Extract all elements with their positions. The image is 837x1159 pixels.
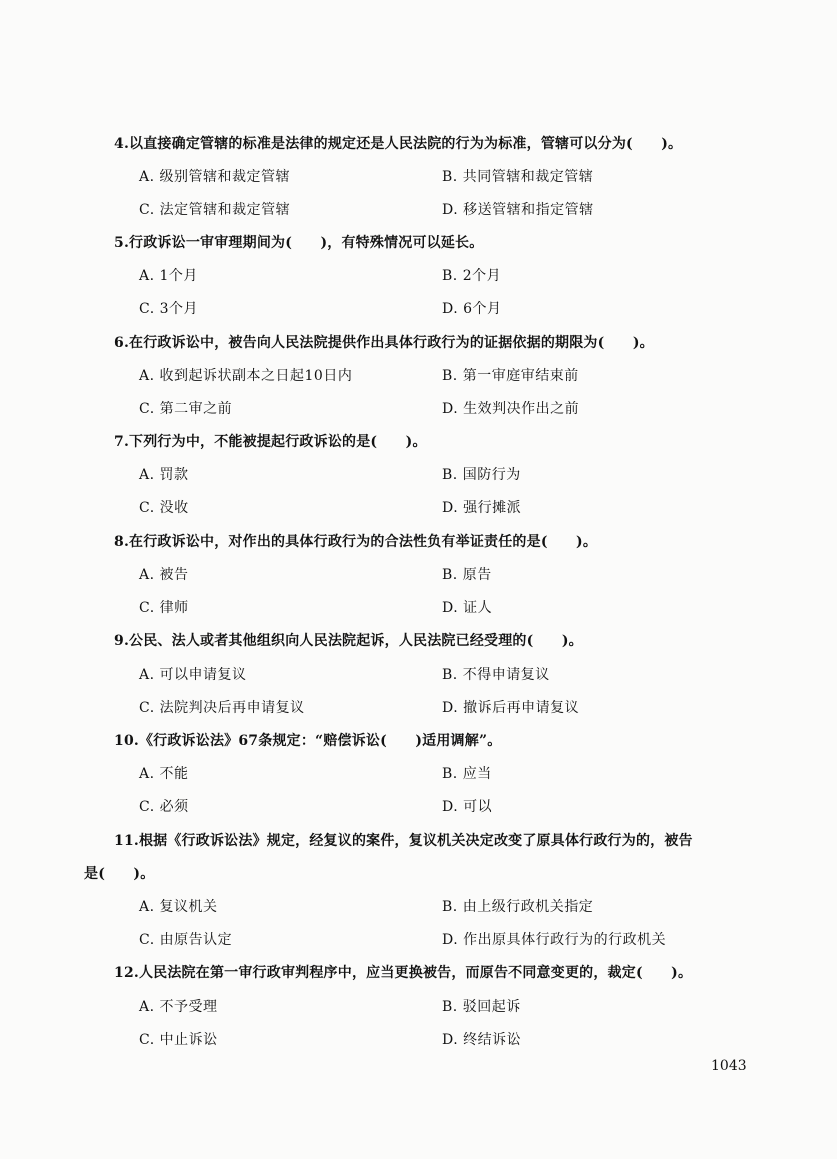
question-5-option-d: D. 6个月: [442, 301, 502, 317]
question-6-option-d: D. 生效判决作出之前: [442, 401, 580, 417]
question-8-option-d: D. 证人: [442, 600, 493, 616]
question-11-option-a: A. 复议机关: [139, 899, 218, 915]
question-8-option-a: A. 被告: [139, 567, 189, 583]
question-11-option-c: C. 由原告认定: [139, 932, 233, 948]
question-8-stem: 8.在行政诉讼中，对作出的具体行政行为的合法性负有举证责任的是( )。: [114, 534, 598, 550]
question-9-option-b: B. 不得申请复议: [442, 667, 550, 683]
question-12-option-b: B. 驳回起诉: [442, 999, 521, 1015]
question-4-option-a: A. 级别管辖和裁定管辖: [139, 169, 291, 185]
question-6-stem: 6.在行政诉讼中，被告向人民法院提供作出具体行政行为的证据依据的期限为( )。: [114, 335, 654, 351]
question-4-option-c: C. 法定管辖和裁定管辖: [139, 202, 291, 218]
question-11-stem-continuation: 是( )。: [84, 866, 155, 882]
question-7-option-d: D. 强行摊派: [442, 500, 522, 516]
question-11-option-d: D. 作出原具体行政行为的行政机关: [442, 932, 667, 948]
question-5-option-b: B. 2个月: [442, 268, 502, 284]
question-7-option-a: A. 罚款: [139, 467, 189, 483]
question-10-option-b: B. 应当: [442, 766, 492, 782]
question-10-option-d: D. 可以: [442, 799, 493, 815]
question-7-option-b: B. 国防行为: [442, 467, 521, 483]
question-7-stem: 7.下列行为中，不能被提起行政诉讼的是( )。: [114, 434, 427, 450]
question-5-stem: 5.行政诉讼一审审理期间为( )，有特殊情况可以延长。: [114, 235, 484, 251]
question-9-stem: 9.公民、法人或者其他组织向人民法院起诉，人民法院已经受理的( )。: [114, 633, 583, 649]
question-6-option-c: C. 第二审之前: [139, 401, 233, 417]
question-7-option-c: C. 没收: [139, 500, 189, 516]
question-4-stem: 4.以直接确定管辖的标准是法律的规定还是人民法院的行为为标准，管辖可以分为( )。: [114, 136, 683, 152]
question-6-option-b: B. 第一审庭审结束前: [442, 368, 579, 384]
question-12-option-a: A. 不予受理: [139, 999, 218, 1015]
question-12-stem: 12.人民法院在第一审行政审判程序中，应当更换被告，而原告不同意变更的，裁定( )。: [114, 965, 693, 981]
question-10-stem: 10.《行政诉讼法》67条规定：“赔偿诉讼( )适用调解”。: [114, 733, 502, 749]
question-9-option-d: D. 撤诉后再申请复议: [442, 700, 580, 716]
question-4-option-d: D. 移送管辖和指定管辖: [442, 202, 594, 218]
question-9-option-c: C. 法院判决后再申请复议: [139, 700, 305, 716]
question-8-option-c: C. 律师: [139, 600, 189, 616]
question-10-option-a: A. 不能: [139, 766, 189, 782]
question-8-option-b: B. 原告: [442, 567, 492, 583]
page-number: 1043: [711, 1058, 747, 1074]
question-10-option-c: C. 必须: [139, 799, 189, 815]
question-9-option-a: A. 可以申请复议: [139, 667, 247, 683]
question-11-option-b: B. 由上级行政机关指定: [442, 899, 594, 915]
question-12-option-d: D. 终结诉讼: [442, 1032, 522, 1048]
question-5-option-a: A. 1个月: [139, 268, 198, 284]
question-5-option-c: C. 3个月: [139, 301, 199, 317]
question-4-option-b: B. 共同管辖和裁定管辖: [442, 169, 594, 185]
question-11-stem: 11.根据《行政诉讼法》规定，经复议的案件，复议机关决定改变了原具体行政行为的，被告: [114, 833, 693, 849]
question-12-option-c: C. 中止诉讼: [139, 1032, 218, 1048]
question-6-option-a: A. 收到起诉状副本之日起10日内: [139, 368, 353, 384]
